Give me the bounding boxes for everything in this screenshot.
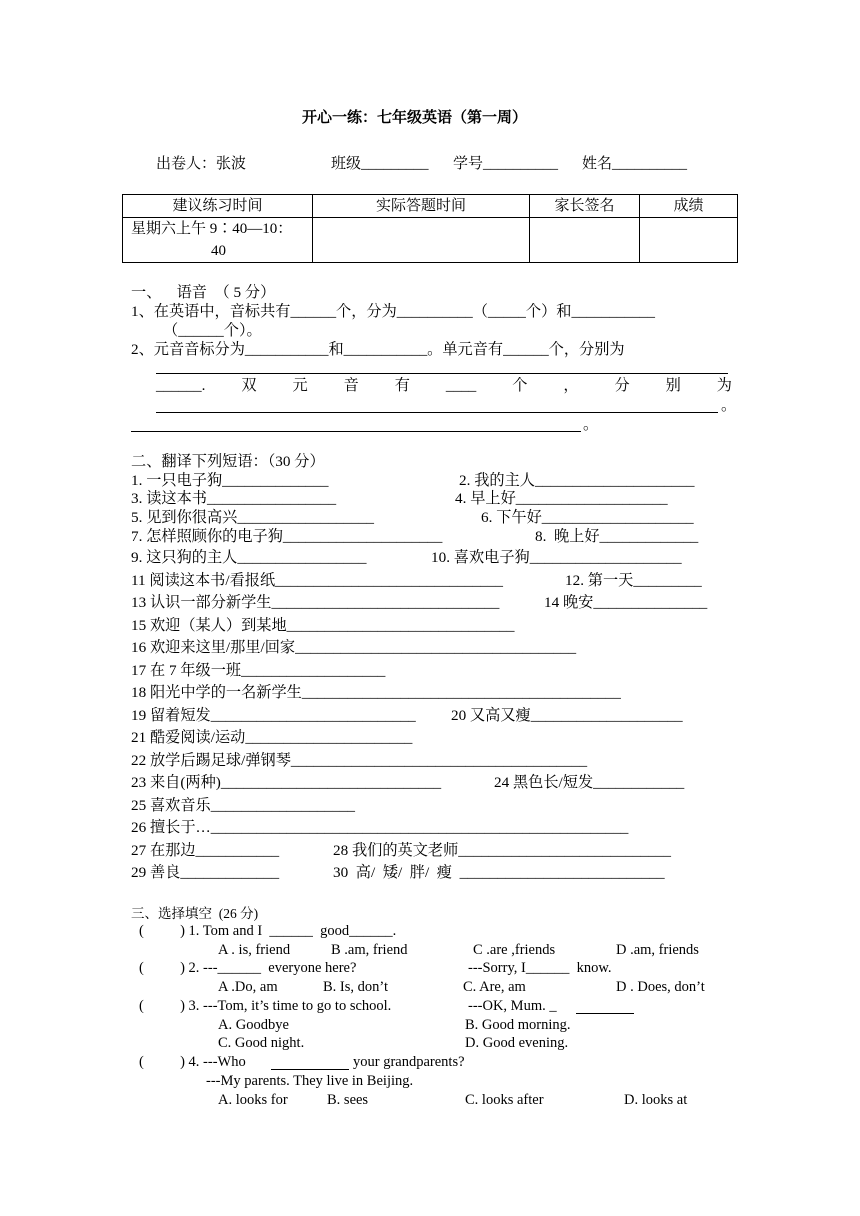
phrase-item: 22 放学后踢足球/弹钢琴_______________________________________: [131, 752, 588, 769]
phrase-item: 24 黑色长/短发____________: [494, 774, 685, 791]
phrase-item: 12. 第一天_________: [565, 572, 702, 589]
phrase-item: 28 我们的英文老师____________________________: [333, 842, 671, 859]
phrase-item: 2. 我的主人_____________________: [459, 472, 695, 489]
table-header: 实际答题时间: [313, 195, 530, 218]
s1-q2-line3: [156, 377, 732, 394]
phrase-item: 25 喜欢音乐___________________: [131, 797, 356, 814]
phrase-item: 1. 一只电子狗______________: [131, 472, 329, 489]
question-stem: ( ) 2. ---______ everyone here?: [139, 960, 357, 976]
text-fragment: ____: [445, 377, 477, 394]
class-field: 班级_________: [331, 156, 429, 172]
question-stem: ( ) 3. ---Tom, it’s time to go to school.: [139, 998, 392, 1014]
question-stem-after: your grandparents?: [353, 1054, 465, 1070]
text-fragment: 元: [292, 377, 308, 394]
option: B. sees: [327, 1092, 369, 1108]
author-label: 出卷人：张波: [156, 156, 247, 172]
answer-blank: [271, 1069, 349, 1070]
phrase-item: 5. 见到你很高兴__________________: [131, 509, 374, 526]
question-stem: ( ) 4. ---Who: [139, 1054, 246, 1070]
suggested-time-cell: [123, 218, 313, 263]
option: D. looks at: [624, 1092, 688, 1108]
s1-q1-line2: （______个）。: [163, 322, 262, 339]
phrase-item: 21 酷爱阅读/运动______________________: [131, 729, 413, 746]
text-fragment: 分: [614, 377, 630, 394]
option: A . is, friend: [218, 942, 291, 958]
phrase-item: 13 认识一部分新学生______________________________: [131, 594, 500, 611]
s1-q2-line1: 2、元音音标分为___________和___________。单元音有______个，分别为: [131, 341, 625, 358]
section3-heading: 三、选择填空 (26 分): [131, 906, 259, 921]
option: B. Is, don’t: [323, 979, 388, 995]
text-fragment: 双: [241, 377, 257, 394]
student-name-field: 姓名__________: [582, 156, 688, 172]
option: D .am, friends: [616, 942, 699, 958]
answer-line: [156, 412, 718, 413]
suggested-time-line2: 40: [211, 243, 226, 259]
student-number-field: 学号__________: [453, 156, 559, 172]
phrase-item: 27 在那边___________: [131, 842, 280, 859]
phrase-item: 10. 喜欢电子狗____________________: [431, 549, 682, 566]
option: C. Are, am: [463, 979, 526, 995]
phrase-item: 7. 怎样照顾你的电子狗_____________________: [131, 528, 443, 545]
option: A. Goodbye: [218, 1017, 289, 1033]
answer-blank: [576, 1013, 634, 1014]
s1-q2-line4-end: 。: [721, 397, 737, 414]
table-header: 家长签名: [530, 195, 640, 218]
option: D. Good evening.: [465, 1035, 569, 1051]
phrase-item: 4. 早上好____________________: [455, 490, 668, 507]
s1-q1-line1: 1、在英语中，音标共有______个，分为__________（_____个）和___________: [131, 303, 655, 320]
option: D . Does, don’t: [616, 979, 705, 995]
text-fragment: 有: [394, 377, 410, 394]
answer-line: [131, 431, 581, 432]
phrase-item: 14 晚安_______________: [544, 594, 708, 611]
text-fragment: 为: [716, 377, 732, 394]
option: A .Do, am: [218, 979, 278, 995]
s1-q2-line5-end: 。: [583, 416, 599, 433]
phrase-item: 19 留着短发___________________________: [131, 707, 416, 724]
phrase-item: 8. 晚上好_____________: [535, 528, 699, 545]
page-title: 开心一练：七年级英语（第一周）: [302, 108, 528, 126]
text-fragment: 别: [665, 377, 681, 394]
option: C. looks after: [465, 1092, 544, 1108]
phrase-item: 18 阳光中学的一名新学生__________________________________________: [131, 684, 621, 701]
parent-signature-cell[interactable]: [530, 218, 640, 263]
phrase-item: 23 来自(两种)_____________________________: [131, 774, 442, 791]
section1-heading: 一、 语音 （ 5 分）: [131, 284, 276, 301]
text-fragment: 个: [512, 377, 528, 394]
phrase-item: 6. 下午好____________________: [481, 509, 694, 526]
answer-line: [156, 373, 728, 374]
suggested-time-line1: 星期六上午 9∶40—10：: [131, 221, 293, 237]
table-header: 成绩: [640, 195, 738, 218]
question-response: ---My parents. They live in Beijing.: [206, 1073, 414, 1089]
phrase-item: 20 又高又瘦____________________: [451, 707, 683, 724]
phrase-item: 30 高/ 矮/ 胖/ 瘦 ___________________________: [333, 864, 665, 881]
phrase-item: 16 欢迎来这里/那里/回家_____________________________________: [131, 639, 577, 656]
option: B .am, friend: [331, 942, 408, 958]
text-fragment: ，: [563, 377, 579, 394]
table-header: 建议练习时间: [123, 195, 313, 218]
phrase-item: 29 善良_____________: [131, 864, 280, 881]
question-response: ---Sorry, I______ know.: [468, 960, 612, 976]
info-table: [122, 194, 738, 263]
option: C. Good night.: [218, 1035, 305, 1051]
phrase-item: 17 在 7 年级一班___________________: [131, 662, 386, 679]
actual-time-cell[interactable]: [313, 218, 530, 263]
question-stem: ( ) 1. Tom and I ______ good______.: [139, 923, 397, 939]
text-fragment: 音: [343, 377, 359, 394]
option: B. Good morning.: [465, 1017, 571, 1033]
question-response: ---OK, Mum. _: [468, 998, 557, 1014]
option: C .are ,friends: [473, 942, 556, 958]
score-cell[interactable]: [640, 218, 738, 263]
text-fragment: ______.: [156, 377, 206, 394]
phrase-item: 11 阅读这本书/看报纸______________________________: [131, 572, 503, 589]
phrase-item: 3. 读这本书_________________: [131, 490, 337, 507]
phrase-item: 9. 这只狗的主人_________________: [131, 549, 367, 566]
section2-heading: 二、翻译下列短语：（30 分）: [131, 453, 325, 470]
phrase-item: 15 欢迎（某人）到某地______________________________: [131, 617, 515, 634]
option: A. looks for: [218, 1092, 288, 1108]
phrase-item: 26 擅长于…_______________________________________________________: [131, 819, 629, 836]
